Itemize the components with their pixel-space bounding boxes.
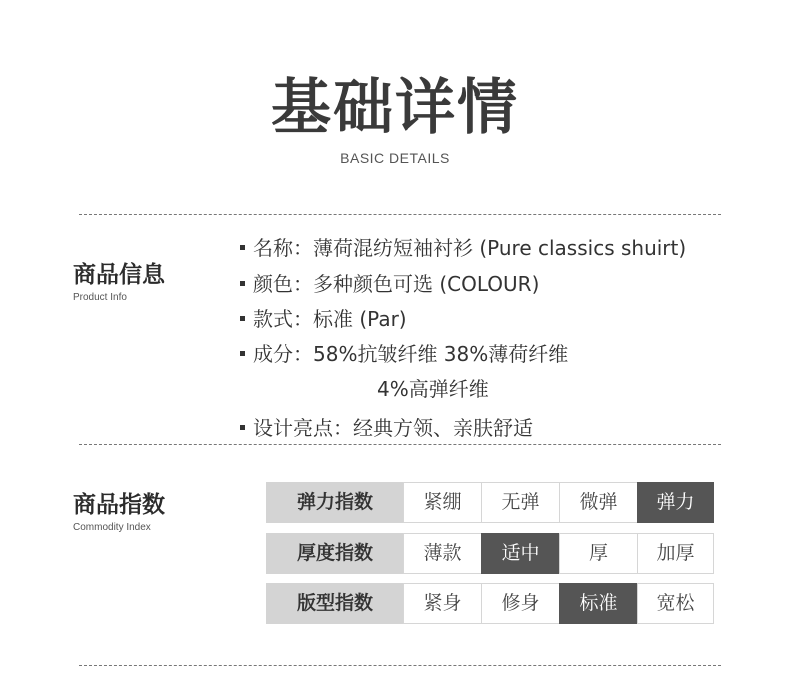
bullet-icon [240,425,245,430]
commodity-index-title: 商品指数 [73,492,165,518]
commodity-index-subtitle: Commodity Index [73,522,151,533]
index-option: 加厚 [637,533,714,574]
info-item-text: 设计亮点：经典方领、亲肤舒适 [253,416,533,440]
page-title: 基础详情 [271,73,519,143]
page-subtitle: BASIC DETAILS [340,150,450,166]
product-info-title: 商品信息 [73,262,165,288]
info-item-design [240,412,533,441]
divider-bottom [79,665,721,666]
bullet-icon [240,245,245,250]
index-option: 紧身 [403,583,482,624]
index-option: 无弹 [481,482,560,523]
index-option: 微弹 [559,482,638,523]
index-option-selected: 标准 [559,583,638,624]
index-row-label: 弹力指数 [266,482,404,523]
index-option: 薄款 [403,533,482,574]
index-option: 修身 [481,583,560,624]
divider-top [79,214,721,215]
info-item-style [240,303,407,332]
index-row-label: 版型指数 [266,583,404,624]
index-option-selected: 适中 [481,533,560,574]
index-row-label: 厚度指数 [266,533,404,574]
product-info-subtitle: Product Info [73,292,127,303]
index-option: 厚 [559,533,638,574]
bullet-icon [240,316,245,321]
info-item-text: 款式：标准 (Par) [253,307,407,331]
info-item-color [240,268,539,297]
index-option: 紧绷 [403,482,482,523]
info-item-composition-cont: 4%高弹纤维 [377,377,489,401]
info-item-text: 颜色：多种颜色可选 (COLOUR) [253,272,540,296]
index-option: 宽松 [637,583,714,624]
info-item-composition [240,338,568,367]
bullet-icon [240,351,245,356]
info-item-text: 成分：58%抗皱纤维 38%薄荷纤维 [253,342,569,366]
bullet-icon [240,281,245,286]
info-item-name [240,232,686,261]
divider-middle [79,444,721,445]
info-item-text: 名称：薄荷混纺短袖衬衫 (Pure classics shuirt) [253,236,687,260]
index-option-selected: 弹力 [637,482,714,523]
